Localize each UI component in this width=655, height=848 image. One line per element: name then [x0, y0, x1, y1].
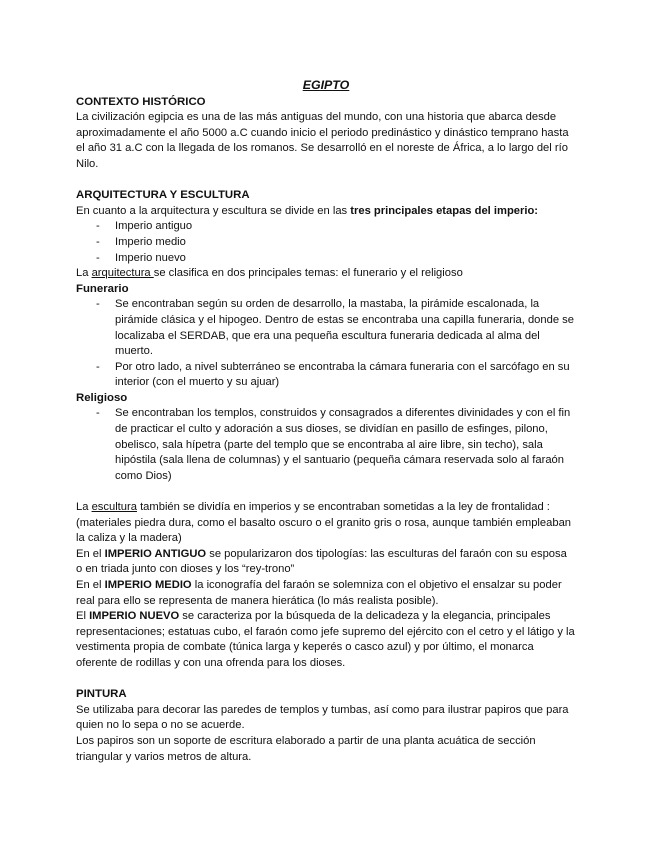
imperio-medio-bold: IMPERIO MEDIO	[104, 579, 192, 591]
pintura-paragraph-1: Se utilizaba para decorar las paredes de templos y tumbas, así como para ilustrar papiros que para quien no lo sepa o no se acuerde.	[76, 703, 569, 732]
escultura-paragraph-1	[76, 500, 576, 547]
text-run: se popularizaron dos tipologías: las esculturas del faraón con su esposa o en triada junto con dioses y los “rey-trono”	[76, 547, 567, 576]
clasif-pre: La	[76, 267, 92, 280]
clasif-post: se clasifica en dos principales temas: el funerario y el religioso	[153, 267, 463, 280]
arquitectura-intro-text: En cuanto a la arquitectura y escultura se divide en las	[76, 204, 351, 217]
list-item: - Se encontraban según su orden de desarrollo, la mastaba, la pirámide escalonada, la pirámide clásica y el hipogeo. Dentro de estas se encontraba una capilla funeraria, donde se localizaba el SERDAB, que era una pequeña escultura funeraria dedicada al alma del muerto.	[76, 297, 576, 359]
spacer	[76, 484, 576, 500]
text-run: también se dividía en imperios y se encontraban sometidas a la ley de frontalidad : (materiales piedra dura, como el basalto oscuro o el granito gris o rosa, aunque también empleaban la caliza y la madera)	[76, 501, 572, 545]
subheading-funerario: Funerario	[76, 282, 129, 295]
clasif-underlined: arquitectura	[91, 267, 154, 280]
escultura-underlined: escultura	[91, 501, 137, 514]
document-title: EGIPTO	[302, 78, 350, 92]
section-heading-contexto: CONTEXTO HISTÓRICO	[76, 95, 206, 108]
arquitectura-intro	[76, 204, 576, 220]
pintura-paragraph-2: Los papiros son un soporte de escritura elaborado a partir de una planta acuática de sección triangular y varios metros de altura.	[76, 734, 536, 763]
list-item: - Imperio medio	[76, 235, 576, 251]
funerario-list	[76, 297, 576, 391]
spacer	[76, 173, 576, 189]
imperio-antiguo-bold: IMPERIO ANTIGUO	[104, 547, 207, 560]
subheading-religioso: Religioso	[76, 391, 128, 404]
text-run: En el	[76, 547, 105, 560]
escultura-paragraph-3	[76, 578, 576, 609]
section-heading-pintura: PINTURA	[76, 688, 127, 701]
text-run: La	[76, 501, 92, 514]
contexto-paragraph: La civilización egipcia es una de las más antiguas del mundo, con una historia que abarca desde aproximadamente el año 5000 a.C cuando inicio el periodo predinástico y dinástico temprano hasta el año 31 a.C con la llegada de los romanos. Se desarrolló en el noreste de África, a lo largo del río Nilo.	[76, 111, 569, 170]
text-run: En el	[76, 579, 105, 591]
religioso-list	[76, 406, 576, 484]
section-heading-arquitectura: ARQUITECTURA Y ESCULTURA	[76, 189, 250, 202]
arquitectura-clasificacion	[76, 266, 576, 282]
list-item: - Imperio antiguo	[76, 219, 576, 235]
list-item: - Por otro lado, a nivel subterráneo se encontraba la cámara funeraria con el sarcófago en su interior (con el muerto y su ajuar)	[76, 360, 576, 391]
list-item: - Imperio nuevo	[76, 251, 576, 267]
spacer	[76, 672, 576, 688]
escultura-paragraph-2	[76, 547, 576, 578]
text-run: El	[76, 610, 90, 623]
document-page	[76, 78, 576, 765]
list-item: - Se encontraban los templos, construidos y consagrados a diferentes divinidades y con el fin de practicar el culto y adoración a sus dioses, se dividían en pasillo de esfinges, pilono, obelisco, sala hípetra (parte del templo que se encontraba al aire libre, sin techo), sala hipóstila (sala llena de columnas) y el santuario (pequeña cámara reservada solo al faraón como Dios)	[76, 406, 576, 484]
imperio-nuevo-bold: IMPERIO NUEVO	[89, 610, 180, 623]
text-run: se caracteriza por la búsqueda de la delicadeza y la elegancia, principales representaciones; estatuas cubo, el faraón como jefe supremo del ejército con el cetro y el látigo y la vestimenta propia de combate (túnica larga y keperés o casco azul) y por último, el monarca oferente de rodillas y con una ofrenda para los dioses.	[76, 610, 575, 669]
arquitectura-intro-bold: tres principales etapas del imperio:	[350, 204, 539, 217]
etapas-list	[76, 219, 576, 266]
text-run: la iconografía del faraón se solemniza con el objetivo el ensalzar su poder real para ello se representa de manera hierática (lo más realista posible).	[76, 579, 562, 607]
escultura-paragraph-4	[76, 609, 576, 671]
